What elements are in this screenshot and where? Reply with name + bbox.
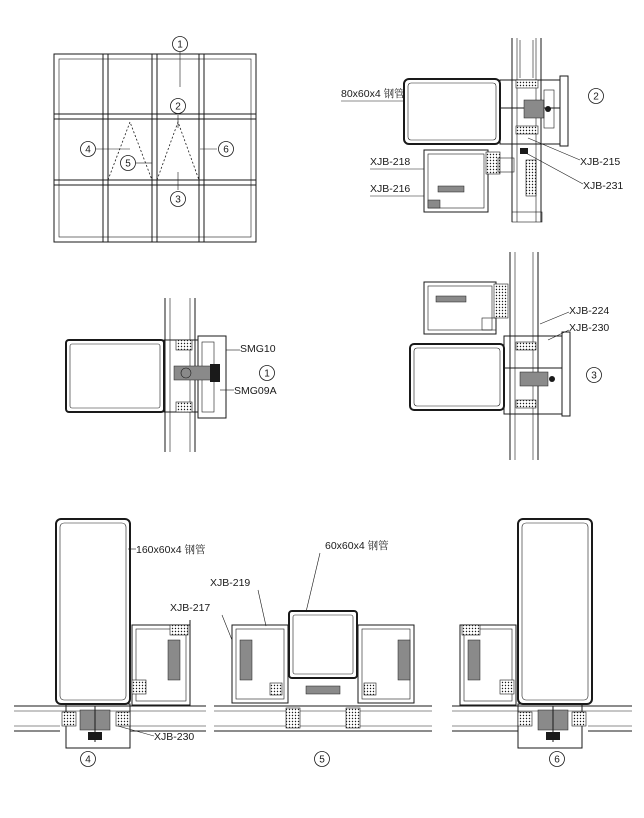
detail-1-marker — [260, 366, 275, 381]
svg-text:XJB-230: XJB-230 — [154, 731, 195, 743]
detail-2-marker — [589, 89, 604, 104]
detail-5-marker — [315, 752, 330, 767]
svg-text:5: 5 — [319, 754, 325, 766]
section-detail-4 — [14, 519, 206, 767]
svg-text:4: 4 — [85, 754, 91, 766]
svg-text:SMG09A: SMG09A — [234, 385, 277, 397]
elevation-marker-3 — [171, 192, 186, 207]
svg-text:1: 1 — [177, 39, 183, 51]
svg-text:3: 3 — [591, 370, 597, 382]
section-detail-2 — [341, 38, 623, 222]
elevation-marker-5 — [121, 156, 136, 171]
detail-4-marker — [81, 752, 96, 767]
steel-tube-mullion — [66, 340, 164, 412]
svg-text:XJB-219: XJB-219 — [210, 577, 251, 589]
section-detail-1 — [66, 298, 277, 452]
svg-text:XJB-216: XJB-216 — [370, 183, 411, 195]
upper-sash-profile — [424, 282, 496, 334]
steel-tube-transom — [410, 344, 504, 410]
svg-text:6: 6 — [554, 754, 560, 766]
svg-text:SMG10: SMG10 — [240, 343, 276, 355]
svg-text:XJB-231: XJB-231 — [583, 180, 624, 192]
steel-tube-160x60-left — [56, 519, 130, 704]
svg-text:1: 1 — [264, 368, 270, 380]
svg-text:60x60x4 钢管: 60x60x4 钢管 — [325, 540, 389, 552]
svg-text:3: 3 — [175, 194, 181, 206]
svg-text:4: 4 — [85, 144, 91, 156]
svg-text:XJB-230: XJB-230 — [569, 322, 610, 334]
svg-text:6: 6 — [223, 144, 229, 156]
elevation-marker-2 — [171, 99, 186, 114]
detail-6-marker — [550, 752, 565, 767]
svg-text:2: 2 — [175, 101, 181, 113]
svg-text:2: 2 — [593, 91, 599, 103]
steel-tube-80x60 — [404, 79, 500, 144]
opening-indicator-left — [108, 122, 152, 180]
section-detail-3 — [410, 252, 609, 460]
detail-3-marker — [587, 368, 602, 383]
section-detail-5 — [170, 539, 432, 767]
svg-text:XJB-215: XJB-215 — [580, 156, 621, 168]
elevation-marker-4 — [81, 142, 96, 157]
opening-indicator-right — [157, 122, 199, 180]
svg-text:XJB-217: XJB-217 — [170, 602, 211, 614]
elevation-view — [54, 37, 256, 243]
svg-text:5: 5 — [125, 158, 131, 170]
svg-text:80x60x4 钢管: 80x60x4 钢管 — [341, 88, 405, 100]
elevation-marker-1 — [173, 37, 188, 52]
steel-tube-60x60 — [289, 611, 357, 678]
svg-text:XJB-218: XJB-218 — [370, 156, 411, 168]
steel-tube-160x60-right — [518, 519, 592, 704]
elevation-marker-6 — [219, 142, 234, 157]
section-detail-6 — [452, 519, 632, 767]
svg-text:160x60x4 钢管: 160x60x4 钢管 — [136, 544, 206, 556]
svg-text:XJB-224: XJB-224 — [569, 305, 610, 317]
